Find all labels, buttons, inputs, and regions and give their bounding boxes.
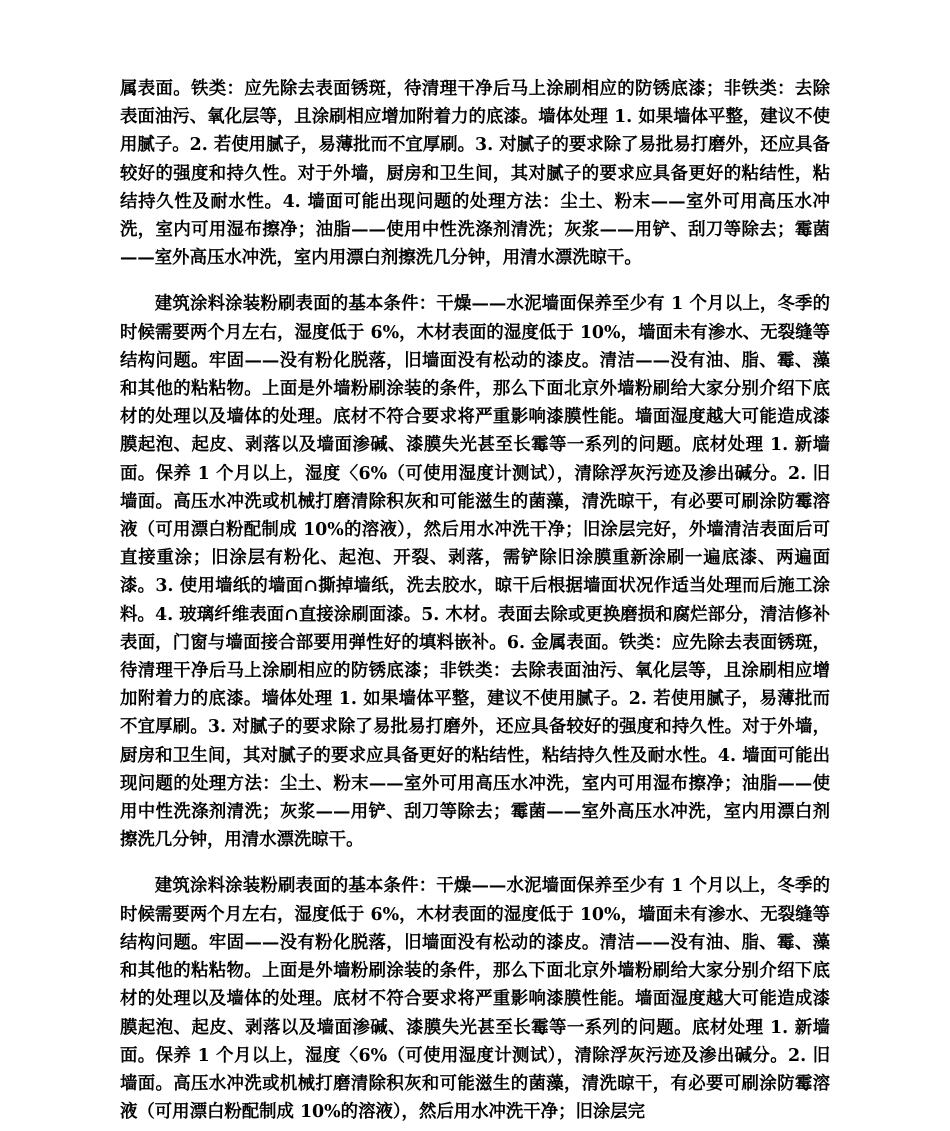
paragraph-1: 属表面。铁类：应先除去表面锈斑，待清理干净后马上涂刷相应的防锈底漆；非铁类：去除表面油污、氧化层等，且涂刷相应增加附着力的底漆。墙体处理 1. 如果墙体平整，建议不使用腻子。2. 若使用腻子，易薄批而不宜厚刷。3. 对腻子的要求除了易批易打磨外，还应具备较好的强度和持久性。对于外墙，厨房和卫生间，其对腻子的要求应具备更好的粘结性，粘结持久性及耐水性。4. 墙面可能出现问题的处理方法：尘土、粉末——室外可用高压水冲洗，室内可用湿布擦净；油脂——使用中性洗涤剂清洗；灰浆——用铲、刮刀等除去；霉菌——室外高压水冲洗，室内用漂白剂擦洗几分钟，用清水漂洗晾干。 <box>120 79 830 269</box>
document-page <box>120 75 830 1126</box>
paragraph-2: 建筑涂料涂装粉刷表面的基本条件：干燥——水泥墙面保养至少有 1 个月以上，冬季的时候需要两个月左右，湿度低于 6%，木材表面的湿度低于 10%，墙面未有渗水、无裂缝等结构问题。牢固——没有粉化脱落，旧墙面没有松动的漆皮。清洁——没有油、脂、霉、藻和其他的粘粘物。上面是外墙粉刷涂装的条件，那么下面北京外墙粉刷给大家分别介绍下底材的处理以及墙体的处理。底材不符合要求将严重影响漆膜性能。墙面湿度越大可能造成漆膜起泡、起皮、剥落以及墙面渗碱、漆膜失光甚至长霉等一系列的问题。底材处理 1. 新墙面。保养 1 个月以上，湿度〈6%（可使用湿度计测试），清除浮灰污迹及渗出碱分。2. 旧墙面。高压水冲洗或机械打磨清除积灰和可能滋生的菌藻，清洗晾干，有必要可刷涂防霉溶液（可用漂白粉配制成 10%的溶液），然后用水冲洗干净；旧涂层完好，外墙清洁表面后可直接重涂；旧涂层有粉化、起泡、开裂、剥落，需铲除旧涂膜重新涂刷一遍底漆、两遍面漆。3. 使用墙纸的墙面∩撕掉墙纸，洗去胶水，晾干后根据墙面状况作适当处理而后施工涂料。4. 玻璃纤维表面∩直接涂刷面漆。5. 木材。表面去除或更换磨损和腐烂部分，清洁修补表面，门窗与墙面接合部要用弹性好的填料嵌补。6. 金属表面。铁类：应先除去表面锈斑，待清理干净后马上涂刷相应的防锈底漆；非铁类：去除表面油污、氧化层等，且涂刷相应增加附着力的底漆。墙体处理 1. 如果墙体平整，建议不使用腻子。2. 若使用腻子，易薄批而不宜厚刷。3. 对腻子的要求除了易批易打磨外，还应具备较好的强度和持久性。对于外墙，厨房和卫生间，其对腻子的要求应具备更好的粘结性，粘结持久性及耐水性。4. 墙面可能出现问题的处理方法：尘土、粉末——室外可用高压水冲洗，室内可用湿布擦净；油脂——使用中性洗涤剂清洗；灰浆——用铲、刮刀等除去；霉菌——室外高压水冲洗，室内用漂白剂擦洗几分钟，用清水漂洗晾干。 <box>120 294 830 851</box>
paragraph-3: 建筑涂料涂装粉刷表面的基本条件：干燥——水泥墙面保养至少有 1 个月以上，冬季的时候需要两个月左右，湿度低于 6%，木材表面的湿度低于 10%，墙面未有渗水、无裂缝等结构问题。牢固——没有粉化脱落，旧墙面没有松动的漆皮。清洁——没有油、脂、霉、藻和其他的粘粘物。上面是外墙粉刷涂装的条件，那么下面北京外墙粉刷给大家分别介绍下底材的处理以及墙体的处理。底材不符合要求将严重影响漆膜性能。墙面湿度越大可能造成漆膜起泡、起皮、剥落以及墙面渗碱、漆膜失光甚至长霉等一系列的问题。底材处理 1. 新墙面。保养 1 个月以上，湿度〈6%（可使用湿度计测试），清除浮灰污迹及渗出碱分。2. 旧墙面。高压水冲洗或机械打磨清除积灰和可能滋生的菌藻，清洗晾干，有必要可刷涂防霉溶液（可用漂白粉配制成 10%的溶液），然后用水冲洗干净；旧涂层完 <box>120 876 830 1123</box>
